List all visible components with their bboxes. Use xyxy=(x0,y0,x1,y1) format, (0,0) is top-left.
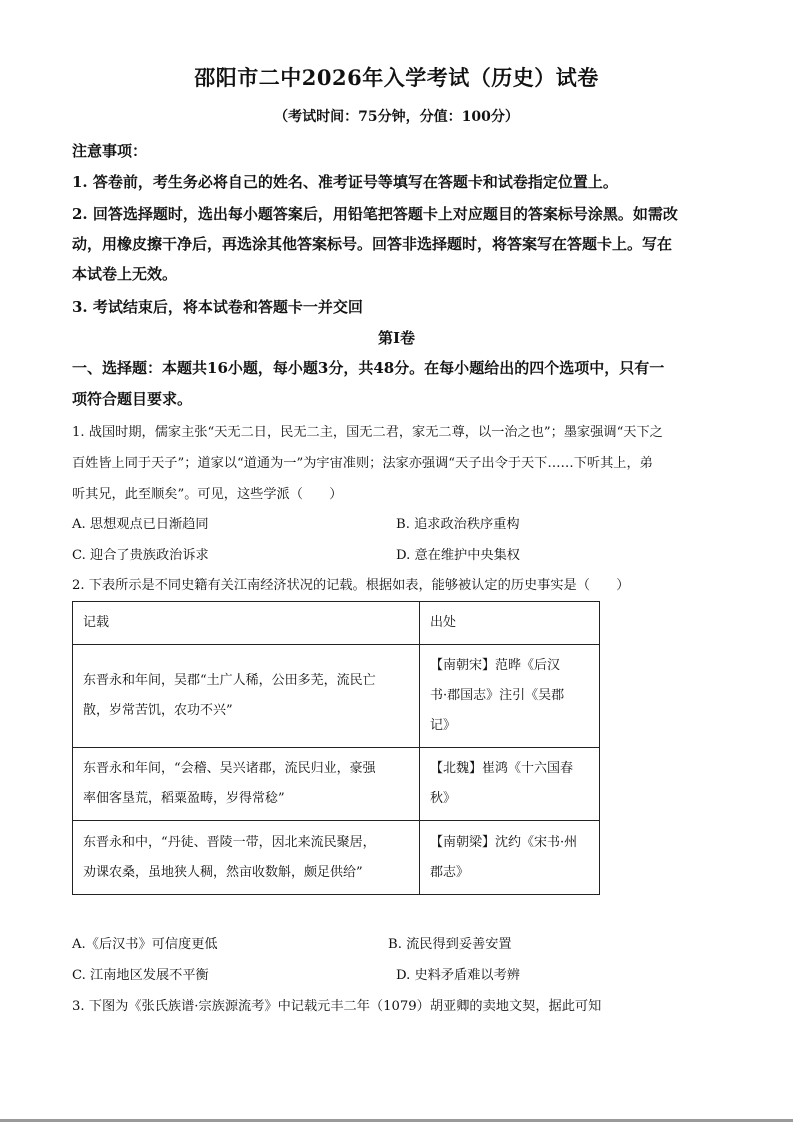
table-header-row xyxy=(73,602,600,645)
record-text-line: 东晋永和中，“丹徒、晋陵一带，因北来流民聚居， xyxy=(83,834,376,850)
record-text-line: 劝课农桑，虽地狭人稠，然亩收数斛，颇足供给” xyxy=(83,864,363,880)
question-3-stem: 3. 下图为《张氏族谱·宗族源流考》中记载元丰二年（1079）胡亚卿的卖地文契，据此可知 xyxy=(72,999,602,1014)
q1-option-c[interactable]: C. 迎合了贵族政治诉求 xyxy=(72,548,209,563)
source-text-line: 书·郡国志》注引《吴郡 xyxy=(430,688,565,703)
notice-line: 动，用橡皮擦干净后，再选涂其他答案标号。回答非选择题时，将答案写在答题卡上。写在 xyxy=(72,235,673,253)
record-cell xyxy=(73,748,420,821)
q1-option-b[interactable]: B. 追求政治秩序重构 xyxy=(396,517,520,532)
table-row xyxy=(73,748,600,821)
source-cell xyxy=(420,748,600,821)
records-table xyxy=(72,601,600,895)
q2-option-d[interactable]: D. 史料矛盾难以考辨 xyxy=(396,968,520,983)
table-header-record: 记载 xyxy=(73,602,420,645)
record-text-line: 东晋永和年间，“会稽、吴兴诸郡，流民归业，豪强 xyxy=(83,761,376,776)
q1-option-d[interactable]: D. 意在维护中央集权 xyxy=(396,548,520,563)
record-text-line: 东晋永和年间，吴郡“土广人稀，公田多芜，流民亡 xyxy=(83,673,376,688)
volume-heading: 第Ⅰ卷 xyxy=(377,329,416,347)
section-heading: 一、选择题：本题共16小题，每小题3分，共48分。在每小题给出的四个选项中，只有一 xyxy=(72,359,665,377)
table-header-source: 出处 xyxy=(420,602,600,645)
question-2-stem: 2. 下表所示是不同史籍有关江南经济状况的记载。根据如表，能够被认定的历史事实是（ ） xyxy=(72,578,630,593)
q2-option-b[interactable]: B. 流民得到妥善安置 xyxy=(388,937,512,952)
source-text-line: 郡志》 xyxy=(430,864,470,880)
q2-option-c[interactable]: C. 江南地区发展不平衡 xyxy=(72,968,209,983)
record-cell xyxy=(73,645,420,748)
record-text-line: 率佃客垦荒，稻粟盈畴，岁得常稔” xyxy=(83,791,285,806)
q2-option-a[interactable]: A.《后汉书》可信度更低 xyxy=(72,937,218,952)
notice-line: 3. 考试结束后，将本试卷和答题卡一并交回 xyxy=(72,298,363,316)
source-text-line: 秋》 xyxy=(430,791,457,806)
exam-subtitle: （考试时间：75分钟，分值：100分） xyxy=(274,109,519,125)
record-text-line: 散，岁常苦饥，农功不兴” xyxy=(83,703,233,718)
q1-option-a[interactable]: A. 思想观点已日渐趋同 xyxy=(72,517,209,532)
record-cell xyxy=(73,821,420,895)
table-row xyxy=(73,821,600,895)
source-text-line: 【南朝梁】沈约《宋书·州 xyxy=(430,834,578,850)
source-cell xyxy=(420,645,600,748)
notice-line: 本试卷上无效。 xyxy=(72,265,178,283)
exam-title: 邵阳市二中2026年入学考试（历史）试卷 xyxy=(194,65,599,90)
question-1-stem: 百姓皆上同于天子”；道家以“道通为一”为宇宙准则；法家亦强调“天子出令于天下……下听其上，弟 xyxy=(72,456,653,471)
source-text-line: 【南朝宋】范晔《后汉 xyxy=(430,658,561,673)
section-heading: 项符合题目要求。 xyxy=(72,390,193,408)
source-cell xyxy=(420,821,600,895)
question-1-stem: 1. 战国时期，儒家主张“天无二日，民无二主，国无二君，家无二尊，以一治之也”；墨家强调“天下之 xyxy=(72,425,663,440)
question-1-stem: 听其兄，此至顺矣”。可见，这些学派（ ） xyxy=(72,487,343,502)
source-text-line: 【北魏】崔鸿《十六国春 xyxy=(430,761,574,776)
source-text-line: 记》 xyxy=(430,718,457,733)
table-row xyxy=(73,645,600,748)
notice-heading: 注意事项： xyxy=(72,142,148,160)
notice-line: 1. 答卷前，考生务必将自己的姓名、准考证号等填写在答题卡和试卷指定位置上。 xyxy=(72,173,618,191)
notice-line: 2. 回答选择题时，选出每小题答案后，用铅笔把答题卡上对应题目的答案标号涂黑。如需改 xyxy=(72,205,678,223)
